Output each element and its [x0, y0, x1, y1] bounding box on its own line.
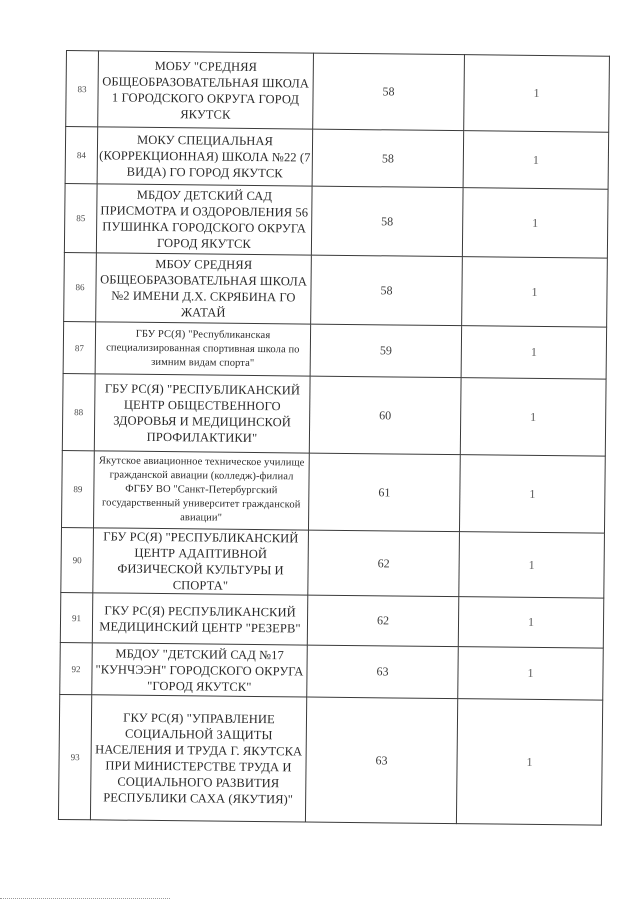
table-row [62, 373, 606, 456]
scan-edge-divider [0, 898, 170, 899]
table-row [58, 694, 602, 825]
table-row [64, 183, 608, 258]
place-value: 1 [462, 188, 608, 259]
organization-name: ГКУ РС(Я) РЕСПУБЛИКАНСКИЙ МЕДИЦИНСКИЙ ЦЕНТР "РЕЗЕРВ" [92, 593, 308, 645]
place-value: 1 [462, 257, 608, 328]
row-number: 93 [58, 694, 91, 819]
score-value: 62 [307, 595, 459, 647]
place-value: 1 [456, 699, 602, 826]
organization-name: ГКУ РС(Я) "УПРАВЛЕНИЕ СОЦИАЛЬНОЙ ЗАЩИТЫ НАСЕЛЕНИЯ И ТРУДА Г. ЯКУТСКА ПРИ МИНИСТЕРСТВЕ ТРУДА И СОЦИАЛЬНОГО РАЗВИТИЯ РЕСПУБЛИКИ САХА (ЯКУТИЯ)" [90, 695, 306, 822]
organization-name: ГБУ РС(Я) "Республиканская специализированная спортивная школа по зимним видам спорта" [95, 322, 311, 376]
table-row [65, 127, 609, 190]
place-value: 1 [459, 455, 605, 534]
organization-name: МБДОУ "ДЕТСКИЙ САД №17 "КУНЧЭЭН" ГОРОДСКОГО ОКРУГА "ГОРОД ЯКУТСК" [92, 643, 308, 697]
score-value: 63 [305, 697, 457, 824]
table-row [61, 450, 605, 533]
row-number: 84 [65, 127, 98, 184]
table-row [64, 252, 608, 327]
organization-name: МОКУ СПЕЦИАЛЬНАЯ (КОРРЕКЦИОННАЯ) ШКОЛА №22 (7 ВИДА) ГО ГОРОД ЯКУТСК [97, 127, 313, 186]
score-value: 62 [308, 530, 460, 597]
table-row [60, 592, 603, 648]
place-value: 1 [458, 647, 604, 701]
results-table [58, 50, 610, 826]
organization-name: Якутское авиационное техническое училище гражданской авиации (колледж)-филиал ФГБУ ВО "Санкт-Петербургский государственный университет гражданской авиации" [93, 451, 309, 530]
place-value: 1 [459, 532, 605, 599]
table-row [60, 642, 604, 700]
row-number: 88 [62, 373, 95, 450]
row-number: 83 [66, 51, 99, 127]
organization-name: МОБУ "СРЕДНЯЯ ОБЩЕОБРАЗОВАТЕЛЬНАЯ ШКОЛА 1 ГОРОДСКОГО ОКРУГА ГОРОД ЯКУТСК [98, 51, 314, 129]
organization-name: ГБУ РС(Я) "РЕСПУБЛИКАНСКИЙ ЦЕНТР ОБЩЕСТВЕННОГО ЗДОРОВЬЯ И МЕДИЦИНСКОЙ ПРОФИЛАКТИКИ" [94, 374, 310, 453]
row-number: 86 [64, 252, 97, 321]
score-value: 58 [312, 129, 464, 188]
score-value: 58 [311, 186, 463, 257]
row-number: 87 [63, 321, 96, 373]
place-value: 1 [458, 597, 604, 649]
score-value: 60 [309, 376, 461, 455]
table-row [63, 321, 607, 379]
score-value: 58 [311, 255, 463, 326]
place-value: 1 [464, 55, 610, 133]
place-value: 1 [463, 131, 609, 190]
row-number: 92 [60, 642, 93, 694]
place-value: 1 [460, 378, 606, 457]
row-number: 89 [61, 450, 94, 527]
organization-name: МБДОУ ДЕТСКИЙ САД ПРИСМОТРА И ОЗДОРОВЛЕНИЯ 56 ПУШИНКА ГОРОДСКОГО ОКРУГА ГОРОД ЯКУТСК [96, 184, 312, 255]
score-value: 63 [307, 645, 459, 699]
table-row [61, 527, 605, 598]
organization-name: МБОУ СРЕДНЯЯ ОБЩЕОБРАЗОВАТЕЛЬНАЯ ШКОЛА №2 ИМЕНИ Д.Х. СКРЯБИНА ГО ЖАТАЙ [96, 253, 312, 324]
table-row [66, 51, 610, 133]
row-number: 91 [60, 592, 93, 642]
score-value: 61 [308, 453, 460, 532]
score-value: 59 [310, 324, 462, 378]
organization-name: ГБУ РС(Я) "РЕСПУБЛИКАНСКИЙ ЦЕНТР АДАПТИВНОЙ ФИЗИЧЕСКОЙ КУЛЬТУРЫ И СПОРТА" [93, 528, 309, 595]
row-number: 90 [61, 527, 94, 592]
place-value: 1 [461, 326, 607, 380]
score-value: 58 [313, 53, 465, 131]
row-number: 85 [64, 183, 97, 252]
